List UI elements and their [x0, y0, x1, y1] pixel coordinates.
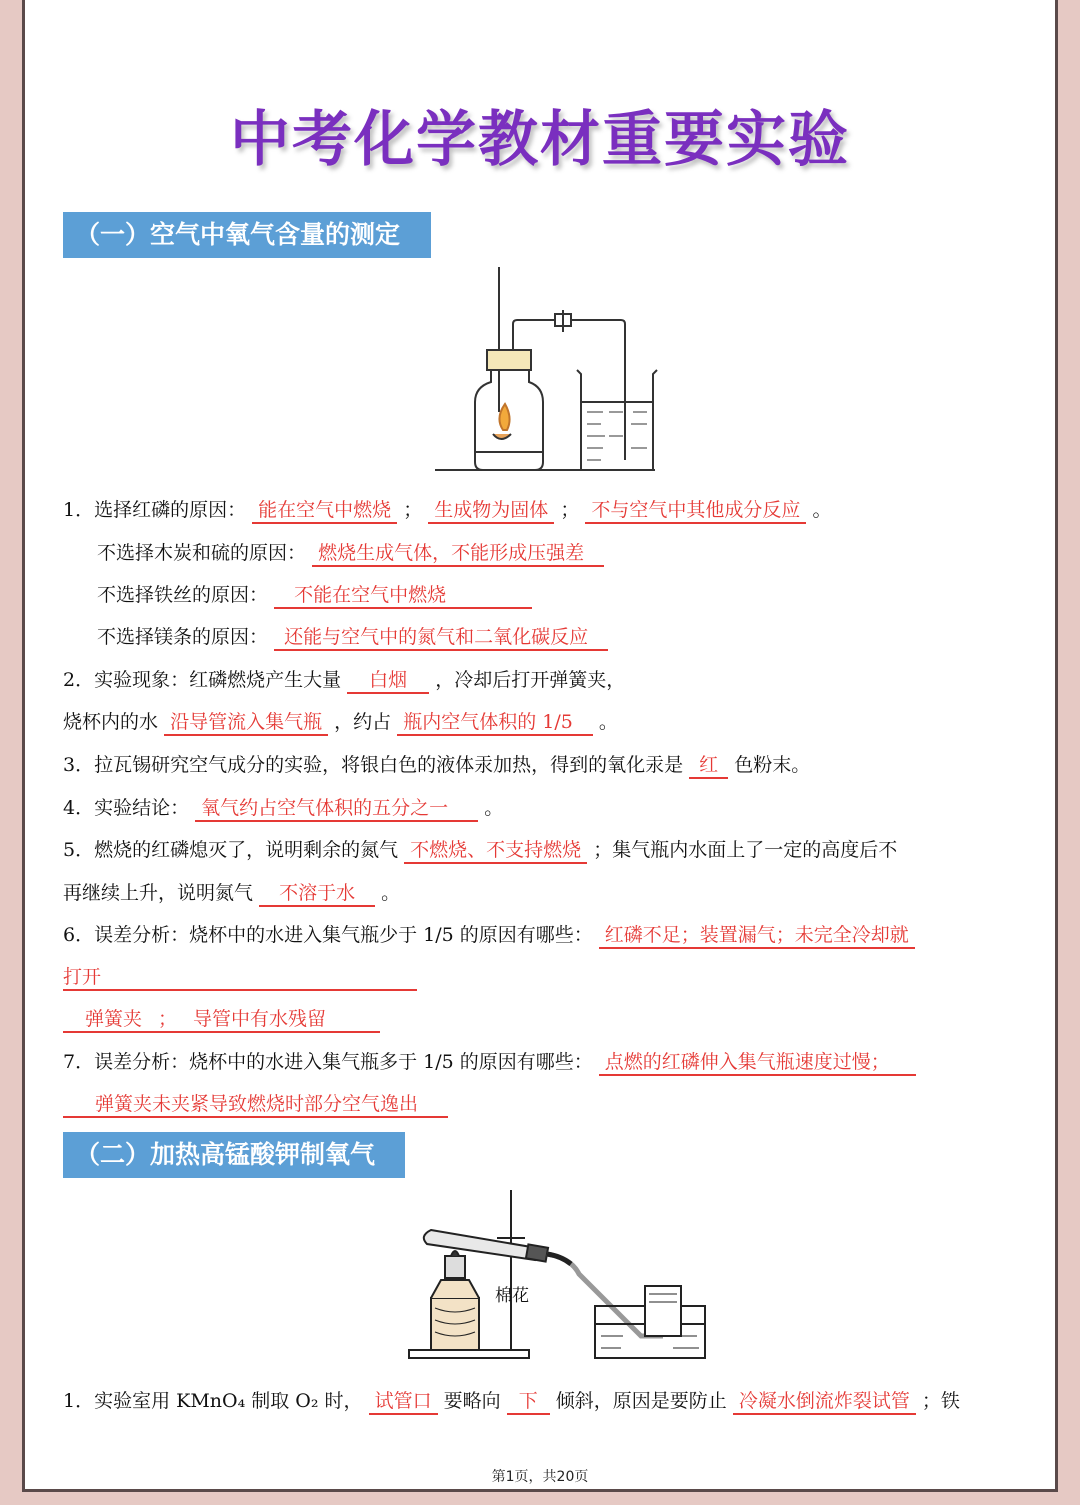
answer-blank: 弹簧夹: [63, 1007, 148, 1033]
answer-blank: 不与空气中其他成分反应: [585, 498, 806, 524]
s1-question-1c: 不选择铁丝的原因： 不能在空气中燃烧: [97, 582, 532, 609]
section-header-1: （一）空气中氧气含量的测定: [63, 212, 431, 258]
page-footer: 第1页，共20页: [491, 1469, 589, 1485]
answer-blank: 不溶于水: [259, 881, 375, 907]
answer-blank: 不能在空气中燃烧: [274, 583, 532, 609]
s1-question-1d: 不选择镁条的原因： 还能与空气中的氮气和二氧化碳反应: [97, 624, 608, 651]
answer-blank: 能在空气中燃烧: [252, 498, 397, 524]
answer-blank: 瓶内空气体积的 1/5: [397, 710, 593, 736]
answer-blank: 燃烧生成气体，不能形成压强差: [312, 541, 604, 567]
answer-blank: 试管口: [369, 1389, 438, 1415]
answer-blank: 生成物为固体: [428, 498, 554, 524]
answer-blank: 氧气约占空气体积的五分之一: [195, 796, 478, 822]
answer-blank: 红: [689, 753, 728, 779]
answer-blank: 沿导管流入集气瓶: [164, 710, 328, 736]
s1-question-7: 7．误差分析：烧杯中的水进入集气瓶多于 1/5 的原因有哪些： 点燃的红磷伸入集气瓶速度过慢；: [63, 1049, 916, 1076]
answer-blank: 还能与空气中的氮气和二氧化碳反应: [274, 625, 608, 651]
s1-question-6: 6．误差分析：烧杯中的水进入集气瓶少于 1/5 的原因有哪些： 红磷不足；装置漏气；未完全冷却就: [63, 922, 915, 949]
s2-question-1: 1．实验室用 KMnO₄ 制取 O₂ 时， 试管口 要略向 下 倾斜，原因是要防止 冷凝水倒流炸裂试管 ；铁: [63, 1388, 960, 1415]
answer-blank: 导管中有水残留: [187, 1007, 380, 1033]
s1-question-1: 1．选择红磷的原因： 能在空气中燃烧 ； 生成物为固体 ； 不与空气中其他成分反应 。: [63, 497, 831, 524]
s1-question-2b: 烧杯内的水 沿导管流入集气瓶 ，约占 瓶内空气体积的 1/5 。: [63, 709, 618, 736]
document-page: [22, 0, 1058, 1492]
s1-question-4: 4．实验结论： 氧气约占空气体积的五分之一 。: [63, 795, 503, 822]
kmno4-heating-apparatus-figure: [401, 1186, 711, 1366]
answer-blank: 下: [507, 1389, 550, 1415]
cotton-label: 棉花: [495, 1286, 529, 1306]
s1-question-1b: 不选择木炭和硫的原因： 燃烧生成气体，不能形成压强差: [97, 540, 604, 567]
s1-question-7b: [63, 1091, 448, 1118]
s1-question-3: 3．拉瓦锡研究空气成分的实验，将银白色的液体汞加热，得到的氧化汞是 红 色粉末。: [63, 752, 810, 779]
oxygen-measurement-apparatus-figure: [425, 262, 665, 477]
answer-blank: 冷凝水倒流炸裂试管: [733, 1389, 916, 1415]
s1-question-6b: [63, 964, 417, 991]
answer-blank: 白烟: [347, 668, 429, 694]
answer-blank: 红磷不足；装置漏气；未完全冷却就: [599, 923, 915, 949]
s1-question-5: 5．燃烧的红磷熄灭了，说明剩余的氮气 不燃烧、不支持燃烧 ；集气瓶内水面上了一定的高度后不: [63, 837, 897, 864]
s1-question-6c: 弹簧夹 ； 导管中有水残留: [63, 1006, 380, 1033]
answer-blank: 打开: [63, 965, 417, 991]
page-title: 中考化学教材重要实验: [230, 105, 850, 175]
answer-blank: 不燃烧、不支持燃烧: [404, 838, 587, 864]
s1-question-2: 2．实验现象：红磷燃烧产生大量 白烟 ，冷却后打开弹簧夹，: [63, 667, 625, 694]
s1-question-5b: 再继续上升，说明氮气 不溶于水 。: [63, 880, 400, 907]
answer-blank: 弹簧夹未夹紧导致燃烧时部分空气逸出: [63, 1092, 448, 1118]
answer-blank: 点燃的红磷伸入集气瓶速度过慢；: [599, 1050, 916, 1076]
section-header-2: （二）加热高锰酸钾制氧气: [63, 1132, 405, 1178]
